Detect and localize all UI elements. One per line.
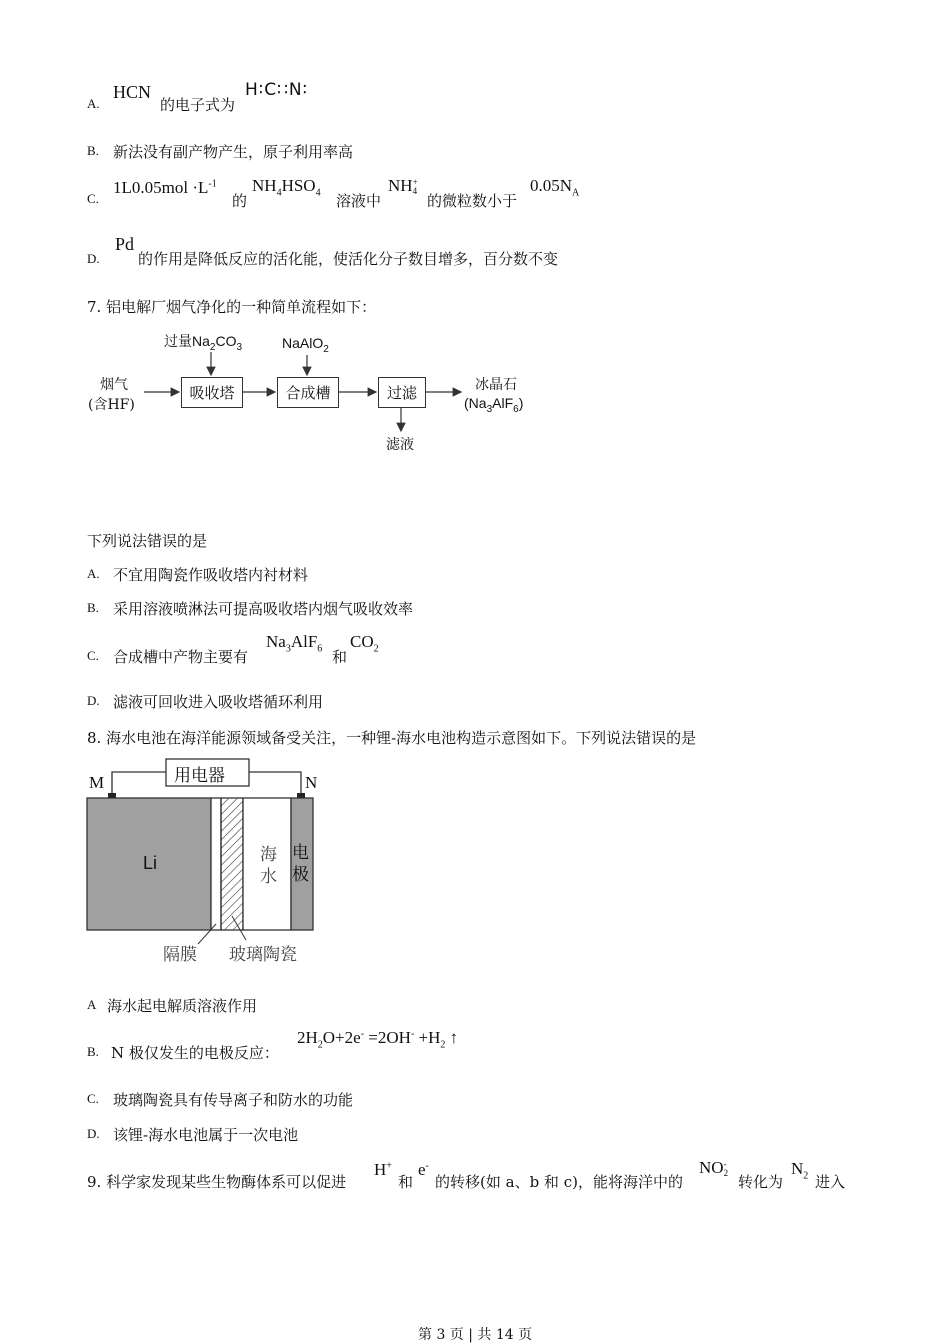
- question-stem: 转化为: [738, 1173, 784, 1191]
- filter-box: 过滤: [378, 377, 426, 408]
- option-text: 合成槽中产物主要有: [113, 648, 249, 666]
- formula-n2: $N_2$: [791, 1159, 809, 1182]
- product-formula: $(Na_3AlF_6)$: [464, 395, 524, 415]
- formula-value: $0.05N_A$: [530, 176, 580, 199]
- option-letter: B.: [87, 600, 99, 615]
- option-text: 采用溶液喷淋法可提高吸收塔内烟气吸收效率: [113, 600, 414, 618]
- pole-n-label: N: [305, 773, 318, 792]
- filtrate-label: 滤液: [386, 437, 414, 453]
- page-footer: 第 3 页 | 共 14 页: [418, 1327, 533, 1343]
- option-letter: A.: [87, 566, 100, 581]
- feed-label-sub: (含HF): [88, 397, 135, 413]
- question-prompt: 下列说法错误的是: [87, 532, 208, 550]
- question-stem: 8. 海水电池在海洋能源领域备受关注，一种锂-海水电池构造示意图如下。下列说法错误的是: [87, 729, 697, 747]
- option-letter: A: [87, 997, 97, 1012]
- option-text: N 极仅发生的电极反应：: [111, 1044, 279, 1062]
- option-text: 玻璃陶瓷具有传导离子和防水的功能: [113, 1091, 354, 1109]
- option-text: 新法没有副产物产生，原子利用率高: [113, 143, 354, 161]
- reagent-na2co3: 过量$Na_2CO_3$: [164, 333, 243, 353]
- formula-co2: $CO_2$: [350, 632, 379, 655]
- question-stem: 进入: [815, 1173, 846, 1191]
- formula-pd: Pd: [115, 234, 135, 254]
- option-letter: A.: [87, 96, 100, 111]
- formula-nh4-ion: NH+ 4: [388, 176, 418, 197]
- option-letter: C.: [87, 191, 99, 206]
- option-text: 的作用是降低反应的活化能，使活化分子数目增多，百分数不变: [138, 250, 559, 268]
- formula-electron: e-: [418, 1160, 429, 1179]
- separator-label: 隔膜: [163, 945, 197, 965]
- seawater-label-2: 水: [260, 867, 277, 887]
- option-letter: D.: [87, 1126, 100, 1141]
- option-letter: C.: [87, 648, 99, 663]
- question-stem: 7. 铝电解厂烟气净化的一种简单流程如下：: [87, 298, 377, 316]
- formula-h-plus: H+: [374, 1160, 392, 1179]
- pole-m-label: M: [89, 773, 105, 792]
- option-letter: B.: [87, 143, 99, 158]
- option-text: 的微粒数小于: [427, 192, 518, 210]
- option-text: 和: [332, 648, 348, 666]
- absorber-box: 吸收塔: [181, 377, 243, 408]
- ceramic-label: 玻璃陶瓷: [229, 945, 297, 965]
- formula-concentration: $1L0.05mol \cdot L^{-1}$: [113, 178, 217, 197]
- device-label: 用电器: [174, 766, 225, 786]
- text-and: 和: [398, 1173, 414, 1191]
- question-stem: 的转移(如 a、b 和 c)，能将海洋中的: [435, 1173, 683, 1191]
- option-text: 滤液可回收进入吸收塔循环利用: [113, 693, 324, 711]
- electrode-label-1: 电: [292, 843, 309, 863]
- formula-hcn: HCN: [113, 82, 152, 102]
- option-text: 不宜用陶瓷作吸收塔内衬材料: [113, 566, 309, 584]
- formula-no2-ion: NO- 2: [699, 1158, 729, 1179]
- question-stem: 9. 科学家发现某些生物酶体系可以促进: [87, 1173, 347, 1191]
- option-letter: D.: [87, 251, 100, 266]
- feed-label: 烟气: [100, 377, 128, 393]
- formula-nh4hso4: $NH_4HSO_4$: [252, 176, 321, 199]
- option-text: 溶液中: [336, 192, 382, 210]
- reagent-naalo2: NaAlO$_2$: [282, 335, 329, 355]
- formula-na3alf6: $Na_3AlF_6$: [266, 632, 323, 655]
- lewis-structure: H∶C∷N∶: [245, 80, 309, 100]
- option-letter: B.: [87, 1044, 99, 1059]
- li-anode-label: Li: [143, 853, 158, 873]
- option-text: 该锂-海水电池属于一次电池: [113, 1126, 299, 1144]
- synthesis-box: 合成槽: [277, 377, 339, 408]
- option-text: 的电子式为: [160, 96, 236, 114]
- electrode-label-2: 极: [292, 865, 309, 885]
- option-letter: D.: [87, 693, 100, 708]
- electrode-equation: $2H_2O+2e^- =2OH^- +H_2$ ↑: [297, 1028, 459, 1051]
- option-text: 的: [232, 192, 248, 210]
- seawater-label-1: 海: [260, 845, 277, 865]
- option-letter: C.: [87, 1091, 99, 1106]
- product-label: 冰晶石: [475, 377, 517, 393]
- option-text: 海水起电解质溶液作用: [107, 997, 258, 1015]
